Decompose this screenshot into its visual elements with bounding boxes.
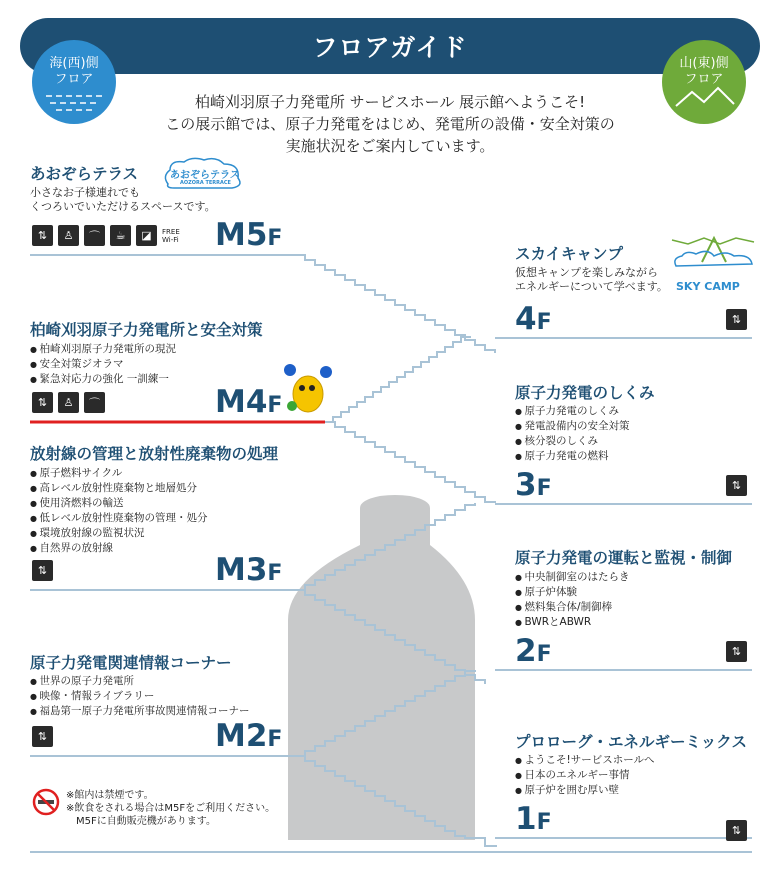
list-item: ● 安全対策ジオラマ xyxy=(30,357,176,372)
header-banner xyxy=(20,18,760,74)
floor-m5f-number: M5 xyxy=(215,217,268,253)
list-item: ● 原子力発電の燃料 xyxy=(515,449,630,464)
m5f-description xyxy=(30,186,216,214)
f3-exhibit-list xyxy=(515,404,630,464)
floor-suffix: F xyxy=(536,310,552,335)
list-item: ● BWRとABWR xyxy=(515,615,630,630)
f1-title: プロローグ・エネルギーミックス xyxy=(515,733,748,751)
f2-title: 原子力発電の運転と監視・制御 xyxy=(515,549,733,567)
no-smoking-icon xyxy=(32,788,60,816)
f3-facility-icons xyxy=(726,475,747,496)
intro-line-2: この展示館では、原子力発電をはじめ、発電所の設備・安全対策の xyxy=(165,115,615,133)
m5f-facility-icons xyxy=(32,225,183,246)
floor-m2f-label xyxy=(215,719,282,757)
floor-3f-number: 3 xyxy=(515,467,537,503)
f1-facility-icons xyxy=(726,820,747,841)
east-badge-line-2: フロア xyxy=(684,72,724,87)
notice-line-2: ※飲食をされる場合はM5Fをご利用ください。 xyxy=(66,803,276,814)
notice-line-3: M5Fに自動販売機があります。 xyxy=(66,816,216,827)
floor-suffix: F xyxy=(267,561,283,586)
f4-description xyxy=(515,266,668,294)
list-item: ● 柏崎刈羽原子力発電所の現況 xyxy=(30,342,176,357)
list-item: ● 世界の原子力発電所 xyxy=(30,674,250,689)
restroom-icon: ♙ xyxy=(58,392,79,413)
floor-suffix: F xyxy=(536,642,552,667)
list-item: ● 福島第一原子力発電所事故関連情報コーナー xyxy=(30,704,250,719)
list-item: ● 中央制御室のはたらき xyxy=(515,570,630,585)
m4f-title: 柏崎刈羽原子力発電所と安全対策 xyxy=(30,321,263,339)
m4f-facility-icons xyxy=(32,392,105,413)
east-badge-line-1: 山(東)側 xyxy=(679,56,729,71)
floor-m3f-number: M3 xyxy=(215,552,268,588)
sky-camp-logo xyxy=(668,228,760,280)
floor-suffix: F xyxy=(267,727,283,752)
list-item: ● 原子燃料サイクル xyxy=(30,466,208,481)
m5f-title: あおぞらテラス xyxy=(30,165,139,183)
floor-4f-label xyxy=(515,302,552,340)
list-item: ● 自然界の放射線 xyxy=(30,541,208,556)
f3-title: 原子力発電のしくみ xyxy=(515,384,655,402)
list-item: ● 原子炉体験 xyxy=(515,585,630,600)
reactor-silhouette xyxy=(288,495,475,840)
m3f-title: 放射線の管理と放射性廃棄物の処理 xyxy=(30,445,279,463)
aozora-logo-text: あおぞらテラス xyxy=(170,170,240,181)
sea-waves-icon xyxy=(32,40,116,124)
floor-4f-number: 4 xyxy=(515,301,537,337)
list-item: ● 発電設備内の安全対策 xyxy=(515,419,630,434)
intro-line-3: 実施状況をご案内しています。 xyxy=(285,137,495,155)
list-item: ● ようこそ!サービスホールへ xyxy=(515,753,655,768)
elevator-icon: ⇅ xyxy=(32,560,53,581)
f2-facility-icons xyxy=(726,641,747,662)
nursing-room-icon: ⌒ xyxy=(84,392,105,413)
list-item: ● 原子力発電のしくみ xyxy=(515,404,630,419)
cafe-icon: ☕ xyxy=(110,225,131,246)
west-badge-line-1: 海(西)側 xyxy=(49,56,99,71)
f4-desc-line-2: エネルギーについて学べます。 xyxy=(515,280,668,293)
m5f-desc-line-2: くつろいでいただけるスペースです。 xyxy=(30,200,216,213)
free-wifi-icon xyxy=(162,225,183,246)
m4f-exhibit-list xyxy=(30,342,176,387)
list-item: ● 核分裂のしくみ xyxy=(515,434,630,449)
west-badge-line-2: フロア xyxy=(54,72,94,87)
f1-exhibit-list xyxy=(515,753,655,798)
elevator-icon: ⇅ xyxy=(726,820,747,841)
elevator-icon: ⇅ xyxy=(32,225,53,246)
notice-text xyxy=(66,789,275,828)
mascot-character-icon xyxy=(282,362,334,420)
aozora-logo-sub: AOZORA TERRACE xyxy=(180,180,231,186)
notice-line-1: ※館内は禁煙です。 xyxy=(66,790,154,801)
floor-1f-label xyxy=(515,802,552,840)
f2-exhibit-list xyxy=(515,570,630,630)
f4-facility-icons xyxy=(726,309,747,330)
m2f-title: 原子力発電関連情報コーナー xyxy=(30,654,232,672)
list-item: ● 使用済燃料の輸送 xyxy=(30,496,208,511)
f4-title: スカイキャンプ xyxy=(515,245,624,263)
floor-m4f-number: M4 xyxy=(215,384,268,420)
nursing-room-icon: ⌒ xyxy=(84,225,105,246)
floor-3f-label xyxy=(515,468,552,506)
floor-suffix: F xyxy=(267,226,283,251)
f4-desc-line-1: 仮想キャンプを楽しみながら xyxy=(515,266,658,279)
elevator-icon: ⇅ xyxy=(726,641,747,662)
floor-suffix: F xyxy=(536,810,552,835)
floor-m3f-label xyxy=(215,553,282,591)
floor-m5f-label xyxy=(215,218,282,256)
m3f-exhibit-list xyxy=(30,466,208,556)
floor-m2f-number: M2 xyxy=(215,718,268,754)
sky-camp-logo-text: SKY CAMP xyxy=(676,280,740,293)
floor-1f-number: 1 xyxy=(515,801,537,837)
elevator-icon: ⇅ xyxy=(726,475,747,496)
m2f-facility-icons xyxy=(32,726,53,747)
list-item: ● 高レベル放射性廃棄物と地層処分 xyxy=(30,481,208,496)
m5f-desc-line-1: 小さなお子様連れでも xyxy=(30,186,140,199)
elevator-icon: ⇅ xyxy=(726,309,747,330)
mountain-icon xyxy=(662,40,746,124)
floor-suffix: F xyxy=(267,393,283,418)
m2f-exhibit-list xyxy=(30,674,250,719)
floor-2f-number: 2 xyxy=(515,633,537,669)
east-side-badge xyxy=(662,40,746,124)
list-item: ● 映像・情報ライブラリー xyxy=(30,689,250,704)
restroom-icon: ♙ xyxy=(58,225,79,246)
intro-text xyxy=(120,91,660,157)
list-item: ● 日本のエネルギー事情 xyxy=(515,768,655,783)
m3f-facility-icons xyxy=(32,560,53,581)
floor-2f-label xyxy=(515,634,552,672)
floor-suffix: F xyxy=(536,476,552,501)
list-item: ● 環境放射線の監視状況 xyxy=(30,526,208,541)
list-item: ● 緊急対応力の強化 一訓練一 xyxy=(30,372,176,387)
wifi-label: FREE Wi-Fi xyxy=(162,227,180,244)
vending-icon: ◪ xyxy=(136,225,157,246)
elevator-icon: ⇅ xyxy=(32,392,53,413)
list-item: ● 燃料集合体/制御棒 xyxy=(515,600,630,615)
floor-m4f-label xyxy=(215,385,282,423)
page-title: フロアガイド xyxy=(312,33,468,62)
list-item: ● 原子炉を囲む厚い壁 xyxy=(515,783,655,798)
list-item: ● 低レベル放射性廃棄物の管理・処分 xyxy=(30,511,208,526)
west-side-badge xyxy=(32,40,116,124)
intro-line-1: 柏崎刈羽原子力発電所 サービスホール 展示館へようこそ! xyxy=(194,93,586,111)
elevator-icon: ⇅ xyxy=(32,726,53,747)
